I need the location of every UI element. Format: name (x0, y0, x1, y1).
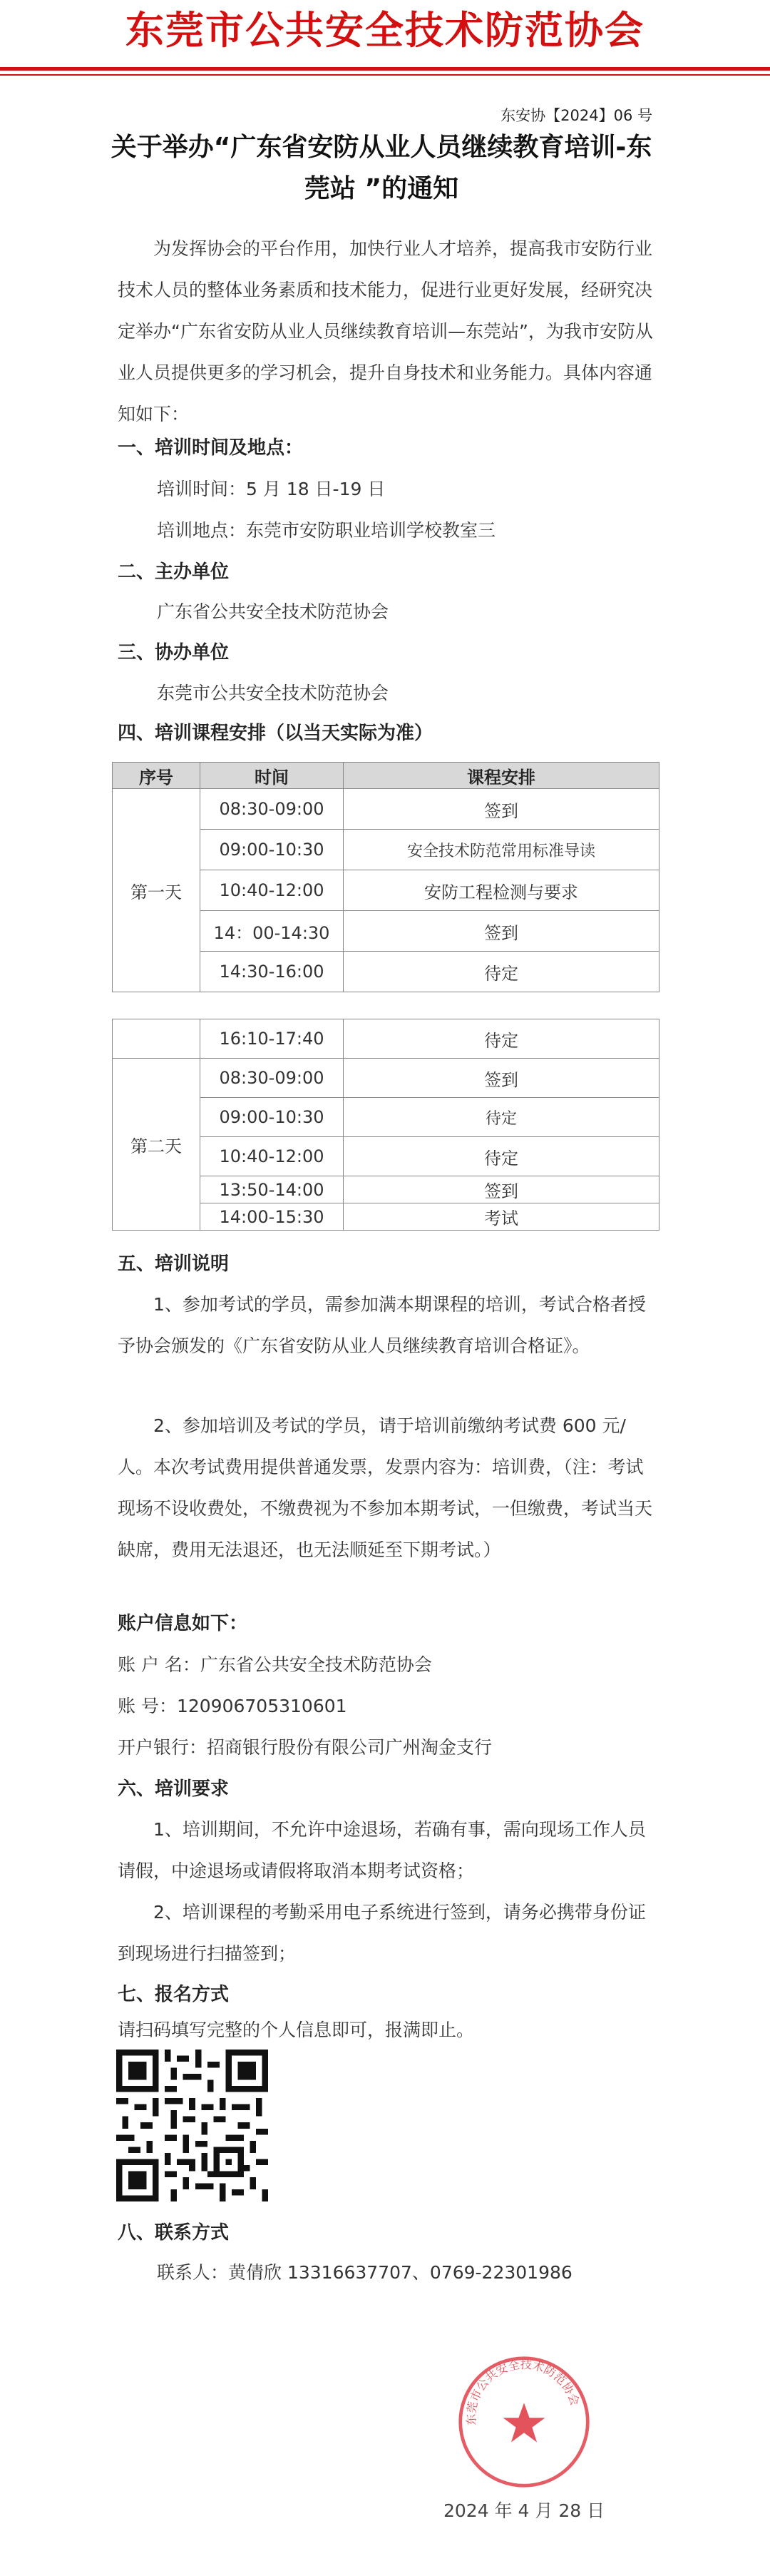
registration-text: 请扫码填写完整的个人信息即可，报满即止。 (118, 2020, 475, 2040)
table-row (113, 789, 659, 830)
section-2-heading: 二、主办单位 (118, 561, 230, 583)
day1-label: 第一天 (113, 789, 200, 992)
time-cell: 10:40-12:00 (200, 870, 344, 911)
time-cell: 08:30-09:00 (200, 789, 344, 830)
letterhead-title: 东莞市公共安全技术防范协会 (125, 7, 645, 53)
intro-paragraph: 为发挥协会的平台作用，加快行业人才培养，提高我市安防行业技术人员的整体业务素质和技术能力，促进行业更好发展，经研究决定举办“广东省安防从业人员继续教育培训—东莞站”，为我市安防从业人员提供更多的学习机会，提升自身技术和业务能力。具体内容通知如下： (118, 238, 653, 424)
training-time: 培训时间：5 月 18 日-19 日 (157, 479, 386, 499)
course-cell: 签到 (344, 789, 659, 830)
table-row (113, 1059, 659, 1098)
course-cell: 待定 (344, 952, 659, 992)
table-row (113, 1019, 659, 1059)
co-host-org: 东莞市公共安全技术防范协会 (157, 683, 389, 703)
table-header-course: 课程安排 (344, 763, 659, 789)
svg-text:东莞市公共安全技术防范协会: 东莞市公共安全技术防范协会 (464, 2357, 582, 2426)
section-1-heading: 一、培训时间及地点： (118, 437, 304, 459)
time-cell: 14:30-16:00 (200, 952, 344, 992)
time-cell: 14:00-15:30 (200, 1203, 344, 1231)
contact-text: 联系人：黄倩欣 13316637707、0769-22301986 (157, 2262, 573, 2283)
stamp-star-icon (503, 2403, 545, 2442)
course-cell: 安全技术防范常用标准导读 (344, 830, 659, 870)
course-cell: 签到 (344, 911, 659, 952)
time-cell: 10:40-12:00 (200, 1137, 344, 1176)
time-cell: 13:50-14:00 (200, 1176, 344, 1203)
account-number: 账 号：120906705310601 (118, 1696, 347, 1716)
table-header-no: 序号 (113, 763, 200, 789)
section-3-heading: 三、协办单位 (118, 642, 230, 663)
section-8-heading: 八、联系方式 (118, 2222, 230, 2244)
notes-paragraph-2: 2、参加培训及考试的学员，请于培训前缴纳考试费 600 元/人。本次考试费用提供普通发票，发票内容为：培训费，（注：考试现场不设收费处，不缴费视为不参加本期考试，一但缴费，考试当天缺席，费用无法退还，也无法顺延至下期考试。） (118, 1415, 653, 1560)
course-cell: 待定 (344, 1019, 659, 1059)
official-seal (456, 2354, 592, 2490)
course-cell: 签到 (344, 1059, 659, 1098)
host-org: 广东省公共安全技术防范协会 (157, 601, 389, 622)
issue-date: 2024 年 4 月 28 日 (443, 2500, 605, 2521)
table-header-time: 时间 (200, 763, 344, 789)
course-cell: 安防工程检测与要求 (344, 870, 659, 911)
time-cell: 14：00-14:30 (200, 911, 344, 952)
time-cell: 16:10-17:40 (200, 1019, 344, 1059)
schedule-table-day1 (112, 762, 659, 992)
schedule-table-day2 (112, 1019, 659, 1231)
course-cell: 考试 (344, 1203, 659, 1231)
document-number: 东安协【2024】06 号 (500, 107, 652, 124)
time-cell: 09:00-10:30 (200, 1098, 344, 1137)
time-cell: 09:00-10:30 (200, 830, 344, 870)
section-5-heading: 五、培训说明 (118, 1253, 230, 1275)
course-cell: 签到 (344, 1176, 659, 1203)
notes-paragraph-1: 1、参加考试的学员，需参加满本期课程的培训，考试合格者授予协会颁发的《广东省安防从业人员继续教育培训合格证》。 (118, 1294, 646, 1356)
letterhead-rule-thick (0, 67, 770, 71)
training-place: 培训地点：东莞市安防职业培训学校教室三 (157, 520, 496, 541)
requirements-paragraph-1: 1、培训期间，不允许中途退场，若确有事，需向现场工作人员请假，中途退场或请假将取消本期考试资格； (118, 1819, 646, 1881)
requirements-paragraph-2: 2、培训课程的考勤采用电子系统进行签到，请务必携带身份证到现场进行扫描签到； (118, 1902, 646, 1964)
section-4-heading: 四、培训课程安排（以当天实际为准） (118, 723, 433, 744)
time-cell: 08:30-09:00 (200, 1059, 344, 1098)
account-heading: 账户信息如下： (118, 1613, 248, 1634)
account-name: 账 户 名：广东省公共安全技术防范协会 (118, 1654, 432, 1675)
day2-label: 第二天 (113, 1059, 200, 1231)
section-7-heading: 七、报名方式 (118, 1984, 230, 2005)
account-bank: 开户银行：招商银行股份有限公司广州淘金支行 (118, 1737, 493, 1758)
document-title: 关于举办“广东省安防从业人员继续教育培训-东莞站 ”的通知 (111, 133, 652, 203)
course-cell: 待定 (344, 1098, 659, 1137)
section-6-heading: 六、培训要求 (118, 1778, 230, 1800)
qr-code-icon[interactable] (116, 2050, 268, 2201)
empty-cell (113, 1019, 200, 1059)
letterhead-rule-thin (0, 74, 770, 76)
course-cell: 待定 (344, 1137, 659, 1176)
